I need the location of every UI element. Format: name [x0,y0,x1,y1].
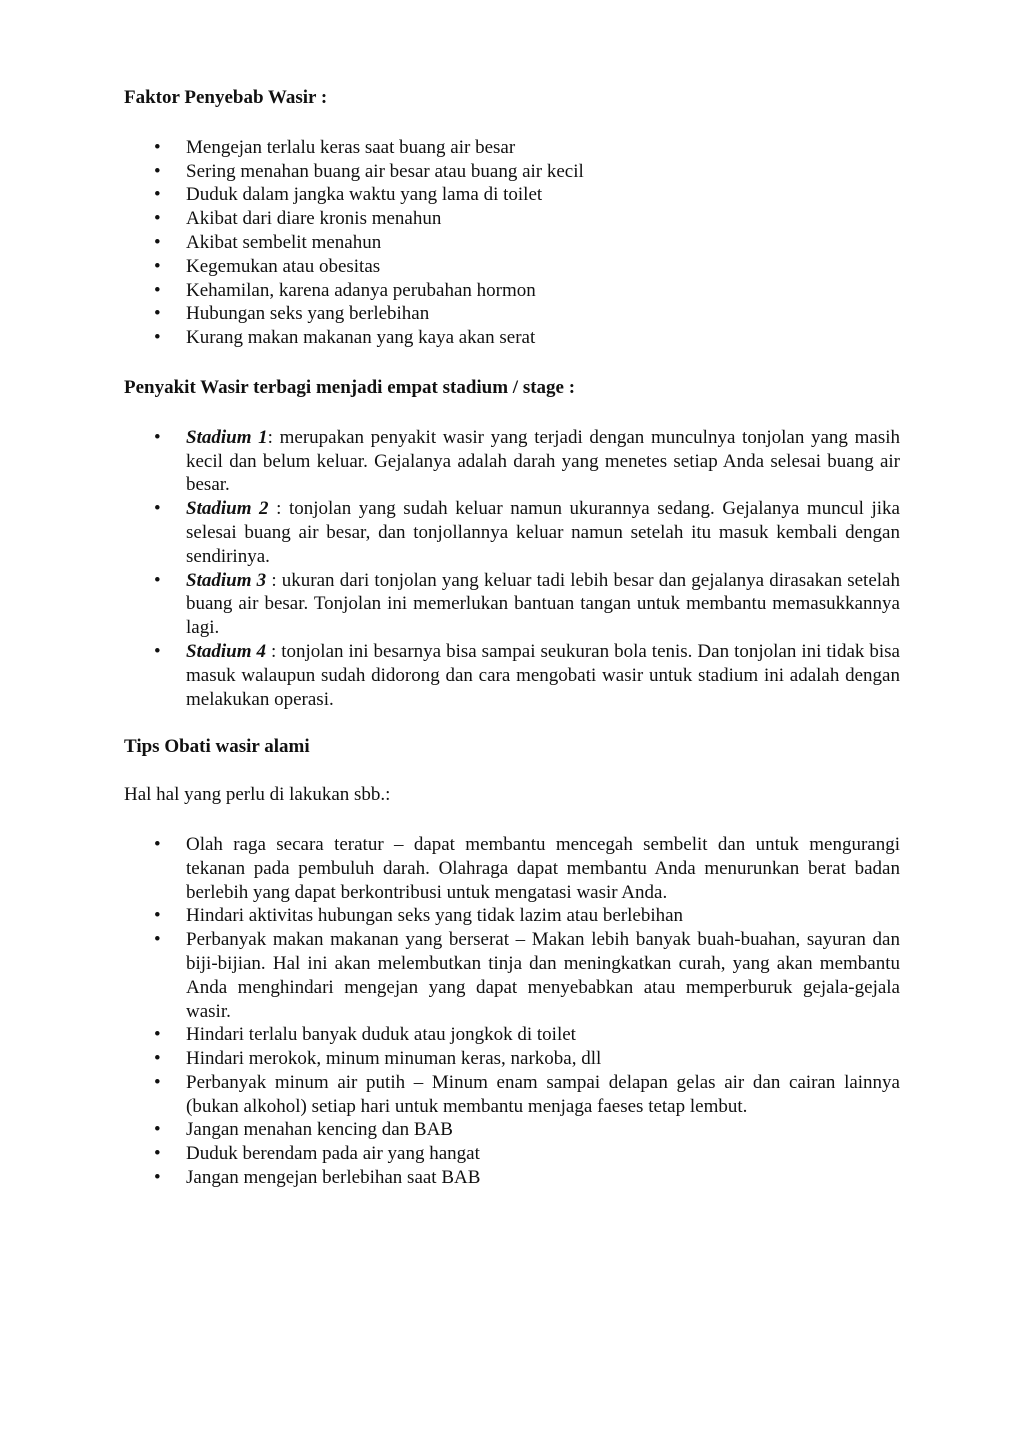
stage-term: Stadium 3 [186,569,267,591]
bullet-icon: • [154,136,161,158]
bullet-icon: • [154,426,161,448]
stage-description: : ukuran dari tonjolan yang keluar tadi lebih besar dan gejalanya dirasakan setelah buang air besar. Tonjolan ini memerlukan bantuan tangan untuk membantu memasukkannya lagi. [186,569,900,639]
stages-list [124,426,900,712]
list-item [124,1023,900,1047]
bullet-icon: • [154,1167,161,1189]
list-item [124,255,900,279]
list-item [124,1047,900,1071]
list-item [124,904,900,928]
list-item [124,183,900,207]
bullet-icon: • [154,833,161,855]
list-item [124,160,900,184]
bullet-icon: • [154,279,161,301]
bullet-icon: • [154,1143,161,1165]
stage-term: Stadium 4 [186,640,266,662]
list-item [124,1142,900,1166]
list-item-text: Jangan menahan kencing dan BAB [186,1119,453,1141]
bullet-icon: • [154,1024,161,1046]
list-item [124,928,900,1023]
bullet-icon: • [154,498,161,520]
bullet-icon: • [154,231,161,253]
list-item [124,207,900,231]
causes-heading: Faktor Penyebab Wasir : [124,87,328,108]
bullet-icon: • [154,929,161,951]
stages-heading: Penyakit Wasir terbagi menjadi empat stadium / stage : [124,376,576,398]
bullet-icon: • [154,303,161,325]
bullet-icon: • [154,327,161,349]
list-item [124,640,900,711]
list-item-text: Sering menahan buang air besar atau buang air kecil [186,160,584,182]
list-item-text: Hindari aktivitas hubungan seks yang tidak lazim atau berlebihan [186,905,684,927]
list-item-text: Jangan mengejan berlebihan saat BAB [186,1167,481,1189]
bullet-icon: • [154,1119,161,1141]
bullet-icon: • [154,569,161,591]
list-item-text: Akibat sembelit menahun [186,231,382,253]
stage-description: : tonjolan ini besarnya bisa sampai seukuran bola tenis. Dan tonjolan ini tidak bisa masuk walaupun sudah didorong dan cara mengobati wasir untuk stadium ini adalah dengan melakukan operasi. [186,640,900,710]
bullet-icon: • [154,160,161,182]
stage-term: Stadium 2 [186,498,269,520]
stage-description: : tonjolan yang sudah keluar namun ukurannya sedang. Gejalanya muncul jika selesai buang air besar, dan tonjollannya keluar namun setelah itu masuk kembali dengan sendirinya. [186,498,900,567]
stage-term: Stadium 1 [186,426,268,448]
causes-list [124,136,900,350]
list-item-text: Olah raga secara teratur – dapat membantu mencegah sembelit dan untuk mengurangi tekanan pada pembuluh darah. Olahraga dapat membantu Anda menurunkan berat badan berlebih yang dapat berkontribusi untuk mengatasi wasir Anda. [186,833,900,903]
list-item [124,136,900,160]
bullet-icon: • [154,1071,161,1093]
list-item [124,279,900,303]
bullet-icon: • [154,208,161,230]
list-item [124,569,900,640]
list-item [124,326,900,350]
list-item [124,1118,900,1142]
list-item-text: Hubungan seks yang berlebihan [186,303,430,325]
list-item-text: Duduk berendam pada air yang hangat [186,1143,480,1165]
list-item-text: Duduk dalam jangka waktu yang lama di toilet [186,184,543,206]
tips-heading: Tips Obati wasir alami [124,736,310,758]
tips-list [124,833,900,1190]
list-item-text: Kegemukan atau obesitas [186,255,381,277]
list-item-text: Perbanyak makan makanan yang berserat – Makan lebih banyak buah-buahan, sayuran dan biji-bijian. Hal ini akan melembutkan tinja dan meningkatkan curah, yang akan membantu Anda menghindari mengejan yang dapat menyebabkan atau memperburuk gejala-gejala wasir. [186,929,900,1022]
list-item [124,833,900,904]
list-item [124,302,900,326]
bullet-icon: • [154,1048,161,1070]
list-item-text: Mengejan terlalu keras saat buang air besar [186,136,516,158]
list-item-text: Hindari merokok, minum minuman keras, narkoba, dll [186,1048,602,1070]
bullet-icon: • [154,905,161,927]
list-item-text: Kurang makan makanan yang kaya akan serat [186,327,536,349]
tips-intro: Hal hal yang perlu di lakukan sbb.: [124,784,391,806]
list-item [124,1071,900,1119]
list-item [124,426,900,497]
list-item-text: Akibat dari diare kronis menahun [186,208,442,230]
stage-description: : merupakan penyakit wasir yang terjadi dengan munculnya tonjolan yang masih kecil dan belum keluar. Gejalanya adalah darah yang menetes setiap Anda selesai buang air besar. [186,426,900,496]
list-item [124,231,900,255]
bullet-icon: • [154,255,161,277]
list-item-text: Hindari terlalu banyak duduk atau jongkok di toilet [186,1024,576,1046]
list-item [124,497,900,568]
document-page [124,86,900,1190]
bullet-icon: • [154,640,161,662]
bullet-icon: • [154,184,161,206]
list-item-text: Kehamilan, karena adanya perubahan hormon [186,279,536,301]
list-item-text: Perbanyak minum air putih – Minum enam sampai delapan gelas air dan cairan lainnya (bukan alkohol) setiap hari untuk membantu menjaga faeses tetap lembut. [186,1071,900,1117]
list-item [124,1166,900,1190]
